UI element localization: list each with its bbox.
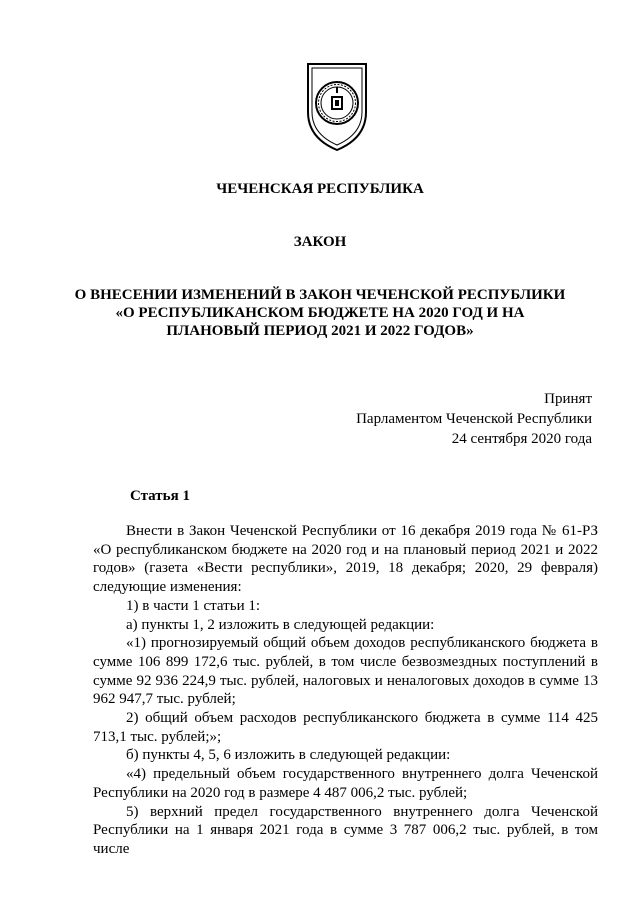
article-paragraph: а) пункты 1, 2 изложить в следующей редакции: (126, 616, 435, 633)
law-title-line: «О РЕСПУБЛИКАНСКОМ БЮДЖЕТЕ НА 2020 ГОД И НА (115, 305, 525, 321)
article-paragraph: Внести в Закон Чеченской Республики от 16 декабря 2019 года № 61-РЗ «О республиканском бюджете на 2020 год и на плановый период 2021 и 2022 годов» (газета «Вести республики», 2019, 18 декабря; 2020, 29 февраля) следующие изменения: (93, 523, 598, 596)
article-paragraph: 1) в части 1 статьи 1: (126, 597, 261, 614)
article-paragraph: «1) прогнозируемый общий объем доходов республиканского бюджета в сумме 106 899 172,6 тыс. рублей, в том числе безвозмездных поступлений в сумме 92 936 224,9 тыс. рублей, налоговых и неналоговых доходов в сумме 13 962 947,7 тыс. рублей; (93, 635, 598, 708)
adoption-block (356, 389, 592, 449)
adoption-body: Парламентом Чеченской Республики (356, 411, 592, 427)
adoption-status: Принят (544, 391, 592, 407)
article-paragraph: «4) предельный объем государственного внутреннего долга Чеченской Республики на 2020 год в размере 4 487 006,2 тыс. рублей; (93, 766, 598, 801)
article-paragraph: 2) общий объем расходов республиканского бюджета в сумме 114 425 713,1 тыс. рублей;»; (93, 710, 598, 745)
article-paragraph: 5) верхний предел государственного внутреннего долга Чеченской Республики на 1 января 2021 года в сумме 3 787 006,2 тыс. рублей, в том числе (93, 803, 598, 857)
adoption-date: 24 сентября 2020 года (451, 431, 592, 447)
document-type-heading: ЗАКОН (293, 234, 347, 250)
article-title: Статья 1 (130, 488, 190, 504)
law-title (0, 286, 640, 340)
coat-of-arms-emblem (300, 60, 374, 152)
republic-heading: ЧЕЧЕНСКАЯ РЕСПУБЛИКА (216, 181, 424, 197)
law-title-line: О ВНЕСЕНИИ ИЗМЕНЕНИЙ В ЗАКОН ЧЕЧЕНСКОЙ РЕСПУБЛИКИ (74, 287, 566, 303)
law-title-line: ПЛАНОВЫЙ ПЕРИОД 2021 И 2022 ГОДОВ» (166, 323, 474, 339)
article-body (93, 522, 598, 859)
article-paragraph: б) пункты 4, 5, 6 изложить в следующей редакции: (126, 747, 451, 764)
